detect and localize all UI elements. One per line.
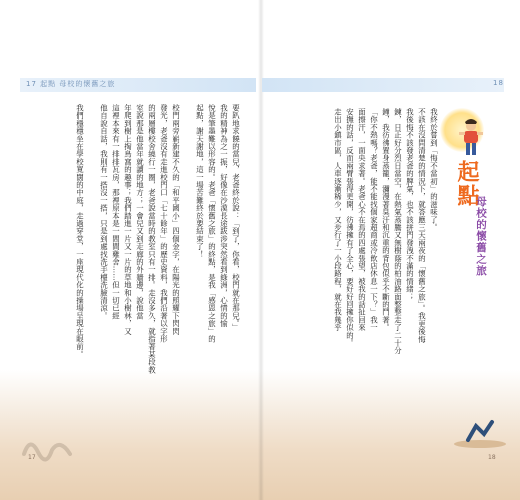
left-col-7: 的兩層樓校舍繞行一圈，老爸說當時的教室只有一排。走沒多久，就指著某段教 <box>147 104 157 374</box>
right-header-band <box>262 78 504 92</box>
left-col-5: 校門兩旁嶄新建不久的「和平國小」四個金字，在陽光的照耀下閃閃 <box>171 104 181 335</box>
left-col-11: 他自說自話，我則有一搭沒一搭，只是到處找洗手檯洗臉清涼。 <box>99 104 109 320</box>
book-spine <box>258 0 264 500</box>
right-page-label: 18 <box>493 79 504 87</box>
left-col-9: 年爬到樹上掏鳥窩的趣事；我們踏進一片又一片的草地和小樹林，又 <box>123 104 133 335</box>
right-col-3: 我後悔不該發老爸的脾氣，也不該拼門發洩不滿的情緒； <box>405 108 415 301</box>
left-col-12: 我們穩穩坐在學校寬闊的中庭，走過穿堂，一座現代化的操場呈現在眼前。 <box>75 104 85 359</box>
left-col-1: 要趴地求饒的當兒，老爸終於說：「到了，你看，校門就在那兒。」 <box>231 104 241 332</box>
right-col-7: 面擦汗，一面央求著。老爸心不在焉的四處張望，被我的話扯回來 <box>357 108 367 332</box>
left-col-10: 這裡本來有一排排瓦房，那裡原本是一間間雞舍……但一切已經 <box>111 104 121 320</box>
right-col-1: 我終於嘗到「悔不當初」的滋味了。 <box>429 108 439 232</box>
right-col-6: 「你不熱嗎？老爸，能不能找個家超商或冷飲店休息一下？」我一 <box>369 108 379 332</box>
left-page-number: 17 <box>28 454 36 461</box>
right-col-5: 鐘，我彷彿置身蒸籠，瀰漫著臭汗和沉重的背包似乎不斷的鬥著。 <box>381 108 391 332</box>
right-col-8: 安撫的話，反而兩臂張得更開，彷彿擁有了全心，要好好回擁你似的。 <box>345 108 355 347</box>
left-col-8: 室說那是他當年就讀的地方；一會兒又到走廊的外牆邊，說他當 <box>135 104 145 320</box>
left-running-head: 17 起點 母校的懷舊之旅 <box>26 80 116 88</box>
section-subtitle: 母校的懷舊之旅 <box>475 196 487 277</box>
right-col-9: 走出小鎮市區，人車逐漸稀少，又步行了一小段路程，就在我幾乎 <box>333 108 343 332</box>
boy-figure-illustration <box>456 118 486 158</box>
right-page-number: 18 <box>488 454 496 461</box>
left-col-2: 我的精神為之一振，好像在沙漠長途跋涉突然看到綠洲，心情的愉 <box>219 104 229 328</box>
left-col-3: 悅是筆墨難以形容的。老爸「懷舊之旅」的終點，是我「感恩之旅」的 <box>207 104 217 343</box>
right-col-2: 不該在沒問清楚的情況下，就答應三天兩夜的「懷舊之旅」。我更後悔 <box>417 108 427 343</box>
left-col-6: 發光，老爸沒有走進校門口「七十餘年」的歷史資料，我們沿著以字形 <box>159 104 169 343</box>
runner-illustration <box>450 410 510 450</box>
right-col-4: 鍊，日正好分烈日當空，在熱氣蒸騰又無樹蔭的柏油路面整整走了二十分 <box>393 108 403 355</box>
left-col-4: 起點，謝天謝地，這一場苦難終於要結束了！ <box>195 104 205 258</box>
section-title: 起點 <box>454 160 479 208</box>
